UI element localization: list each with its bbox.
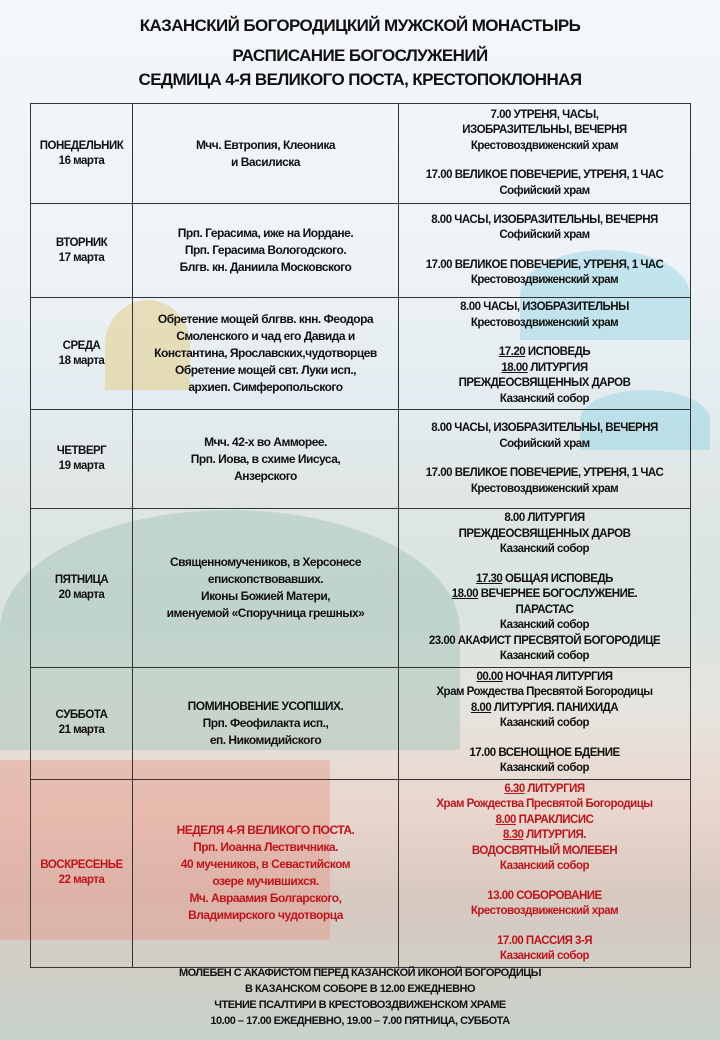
service-text: Крестовоздвиженский храм [470,482,619,495]
service-line [400,108,689,124]
service-text: Храм Рождества Пресвятой Богородицы [436,686,653,698]
service-text: 13.00 СОБОРОВАНИЕ [487,889,602,902]
service-text: ПАРАСТАС [515,603,574,616]
service-line [400,889,689,905]
services-cell [399,667,691,779]
service-text: Крестовоздвиженский храм [470,274,619,286]
services-cell [399,410,691,509]
service-text: 8.00 ЧАСЫ, ИЗОБРАЗИТЕЛЬНЫ, ВЕЧЕРНЯ [431,422,658,434]
service-line [400,213,689,229]
saint-line: Обретение мощей блгвв. кнн. Феодора [157,312,374,326]
saint-line: Обретение мощей свт. Луки исп., [175,363,356,377]
spacer [400,920,689,934]
service-text: Казанский собор [499,543,590,555]
service-text: ОБЩАЯ ИСПОВЕДЬ [502,572,613,585]
service-text: Казанский собор [499,762,590,774]
saint-line: Прп. Феофилакта исп., [202,715,329,730]
service-line [400,782,689,798]
service-text: 8.00 ЧАСЫ, ИЗОБРАЗИТЕЛЬНЫ, ВЕЧЕРНЯ [431,213,658,226]
service-line [400,139,689,155]
service-text: 8.00 ЛИТУРГИЯ [504,512,585,524]
service-text: ПРЕЖДЕОСВЯЩЕННЫХ ДАРОВ [458,377,631,389]
service-line [400,670,689,686]
service-line [400,123,689,139]
service-line [400,361,689,377]
service-text: 17.00 ВЕЛИКОЕ ПОВЕЧЕРИЕ, УТРЕНЯ, 1 ЧАС [425,169,664,182]
service-line [400,228,689,244]
day-name: ВОСКРЕСЕНЬЕ [40,859,123,871]
day-name: ВТОРНИК [55,236,108,249]
saint-line: ПОМИНОВЕНИЕ УСОПШИХ. [187,698,344,713]
saint-line: Смоленского и чад его Давида и [176,329,355,343]
service-text: ЛИТУРГИЯ [527,361,588,374]
service-text: Крестовоздвиженский храм [470,905,619,917]
service-text: ПАРАКЛИСИС [515,813,594,826]
service-line [400,300,689,316]
service-text: Софийский храм [499,184,590,197]
day-cell [31,104,133,204]
week-title: СЕДМИЦА 4-Я ВЕЛИКОГО ПОСТА, КРЕСТОПОКЛОННАЯ [138,70,582,89]
table-row [31,298,691,410]
service-line [400,603,689,619]
day-cell [31,410,133,509]
day-name: ПЯТНИЦА [54,573,109,586]
service-line [400,701,689,717]
service-line [400,859,689,875]
services-cell [399,204,691,298]
day-date: 17 марта [58,251,105,264]
service-text: Крестовоздвиженский храм [470,316,619,329]
service-text: ЛИТУРГИЯ [524,782,585,795]
schedule-table [30,103,691,968]
saint-line: Прп. Герасима Вологодского. [184,243,347,257]
service-line [400,618,689,634]
spacer [400,558,689,572]
day-name: ПОНЕДЕЛЬНИК [39,139,124,152]
table-row [31,104,691,204]
saint-line: еп. Никомидийского [209,732,322,747]
saint-line: и Василиска [231,154,300,169]
service-line [400,797,689,813]
saint-line: именуемой «Споручница грешных» [166,605,365,620]
day-date: 21 марта [58,724,105,736]
service-text: Казанский собор [499,950,590,962]
service-line [400,572,689,588]
saints-cell [133,509,399,668]
saints-cell [133,779,399,967]
saint-line: Мчч. Евтропия, Клеоника [195,137,336,152]
service-text: Казанский собор [499,650,590,662]
service-time: 00.00 [476,670,503,683]
day-name: СРЕДА [62,339,101,352]
day-date: 20 марта [58,588,105,601]
spacer [400,331,689,345]
service-text: 17.00 ВСЕНОЩНОЕ БДЕНИЕ [469,746,620,759]
header [0,14,720,92]
service-line [400,904,689,920]
service-line [400,542,689,558]
service-line [400,258,689,274]
service-text: 17.00 ВЕЛИКОЕ ПОВЕЧЕРИЕ, УТРЕНЯ, 1 ЧАС [425,258,664,271]
service-time: 17.30 [476,572,503,585]
footer-line: МОЛЕБЕН С АКАФИСТОМ ПЕРЕД КАЗАНСКОЙ ИКОНОЙ БОГОРОДИЦЫ [178,967,542,979]
service-text: ИСПОВЕДЬ [525,346,591,358]
service-text: 17.00 ПАССИЯ 3-Я [496,934,593,947]
saint-line: Владимирского чудотворца [188,908,343,922]
service-line [400,949,689,965]
saint-line: Прп. Иоанна Лествичника. [193,840,338,854]
spacer [400,154,689,168]
saint-line: 40 мучеников, в Севастийском [180,857,351,871]
day-date: 19 марта [58,460,105,472]
saint-line: НЕДЕЛЯ 4-Я ВЕЛИКОГО ПОСТА. [176,823,355,837]
day-name: ЧЕТВЕРГ [56,445,107,457]
service-time: 8.00 [470,701,492,714]
day-date: 18 марта [58,354,105,367]
service-text: Софийский храм [499,229,590,241]
service-text: ЛИТУРГИЯ. [523,829,586,841]
footer-line: В КАЗАНСКОМ СОБОРЕ В 12.00 ЕЖЕДНЕВНО [244,983,476,995]
service-time: 8.00 [495,813,516,826]
saint-line: Мч. Авраамия Болгарского, [189,891,342,905]
service-text: 17.00 ВЕЛИКОЕ ПОВЕЧЕРИЕ, УТРЕНЯ, 1 ЧАС [425,467,664,479]
service-time: 8.30 [502,829,524,841]
spacer [400,732,689,746]
saints-cell [133,104,399,204]
service-line [400,421,689,437]
saint-line: Прп. Иова, в схиме Иисуса, [190,451,341,466]
service-line [400,511,689,527]
service-text: Казанский собор [499,392,590,405]
service-text: ЛИТУРГИЯ. ПАНИХИДА [491,701,619,714]
service-text: Храм Рождества Пресвятой Богородицы [436,798,653,810]
service-text: Казанский собор [499,717,590,729]
service-text: ВОДОСВЯТНЫЙ МОЛЕБЕН [471,844,618,857]
service-text: НОЧНАЯ ЛИТУРГИЯ [502,670,613,683]
service-line [400,273,689,289]
table-row [31,667,691,779]
services-cell [399,298,691,410]
saints-cell [133,667,399,779]
table-row [31,779,691,967]
day-cell [31,204,133,298]
saint-line: Анзерского [234,468,297,483]
service-line [400,746,689,762]
service-line [400,482,689,498]
table-row [31,410,691,509]
service-text: Софийский храм [499,437,590,450]
table-row [31,509,691,668]
service-text: ВЕЧЕРНЕЕ БОГОСЛУЖЕНИЕ. [478,588,638,600]
footer-line: ЧТЕНИЕ ПСАЛТИРИ В КРЕСТОВОЗДВИЖЕНСКОМ ХРАМЕ [214,999,506,1011]
saint-line: архиеп. Симферопольского [188,380,343,394]
service-line [400,844,689,860]
service-text: Казанский собор [499,619,590,631]
page-title: РАСПИСАНИЕ БОГОСЛУЖЕНИЙ [232,46,488,65]
saint-line: Мчч. 42-х во Амморее. [204,434,327,449]
day-name: СУББОТА [55,709,108,721]
footer-line: 10.00 – 17.00 ЕЖЕДНЕВНО, 19.00 – 7.00 ПЯТНИЦА, СУББОТА [210,1015,510,1027]
service-line [400,184,689,200]
service-line [400,376,689,392]
footer-notes [0,965,720,1029]
saint-line: Иконы Божией Матери, [200,588,331,603]
service-time: 18.00 [501,361,528,374]
service-line [400,168,689,184]
saint-line: Священномучеников, в Херсонесе [169,554,362,569]
service-time: 17.20 [498,346,526,358]
service-line [400,437,689,453]
day-cell [31,779,133,967]
saints-cell [133,298,399,410]
service-text: Казанский собор [499,860,590,872]
service-text: 23.00 АКАФИСТ ПРЕСВЯТОЙ БОГОРОДИЦЕ [428,634,661,647]
service-line [400,828,689,844]
services-cell [399,509,691,668]
spacer [400,875,689,889]
day-date: 22 марта [58,874,105,886]
saint-line: Блгв. кн. Даниила Московского [179,260,352,274]
service-line [400,934,689,950]
service-text: ИЗОБРАЗИТЕЛЬНЫ, ВЕЧЕРНЯ [462,124,627,137]
service-text: 7.00 УТРЕНЯ, ЧАСЫ, [490,108,599,121]
service-line [400,716,689,732]
service-line [400,685,689,701]
service-line [400,813,689,829]
monastery-name: КАЗАНСКИЙ БОГОРОДИЦКИЙ МУЖСКОЙ МОНАСТЫРЬ [139,16,581,35]
services-cell [399,104,691,204]
day-cell [31,298,133,410]
service-text: 8.00 ЧАСЫ, ИЗОБРАЗИТЕЛЬНЫ [460,301,629,313]
saint-line: Прп. Герасима, иже на Иордане. [177,226,354,240]
saint-line: озере мучившихся. [212,874,319,888]
service-line [400,761,689,777]
saints-cell [133,410,399,509]
service-line [400,466,689,482]
service-time: 6.30 [504,782,525,795]
day-date: 16 марта [58,154,105,167]
service-text: ПРЕЖДЕОСВЯЩЕННЫХ ДАРОВ [458,527,631,540]
saint-line: епископствовавших. [207,571,324,586]
spacer [400,452,689,466]
service-text: Крестовоздвиженский храм [470,139,619,152]
service-line [400,345,689,361]
service-line [400,316,689,332]
service-line [400,634,689,650]
service-time: 18.00 [451,588,479,600]
service-line [400,392,689,408]
day-cell [31,509,133,668]
saint-line: Константина, Ярославских,чудотворцев [154,346,377,360]
spacer [400,244,689,258]
table-row [31,204,691,298]
service-line [400,649,689,665]
services-cell [399,779,691,967]
day-cell [31,667,133,779]
service-line [400,527,689,543]
saints-cell [133,204,399,298]
service-line [400,587,689,603]
